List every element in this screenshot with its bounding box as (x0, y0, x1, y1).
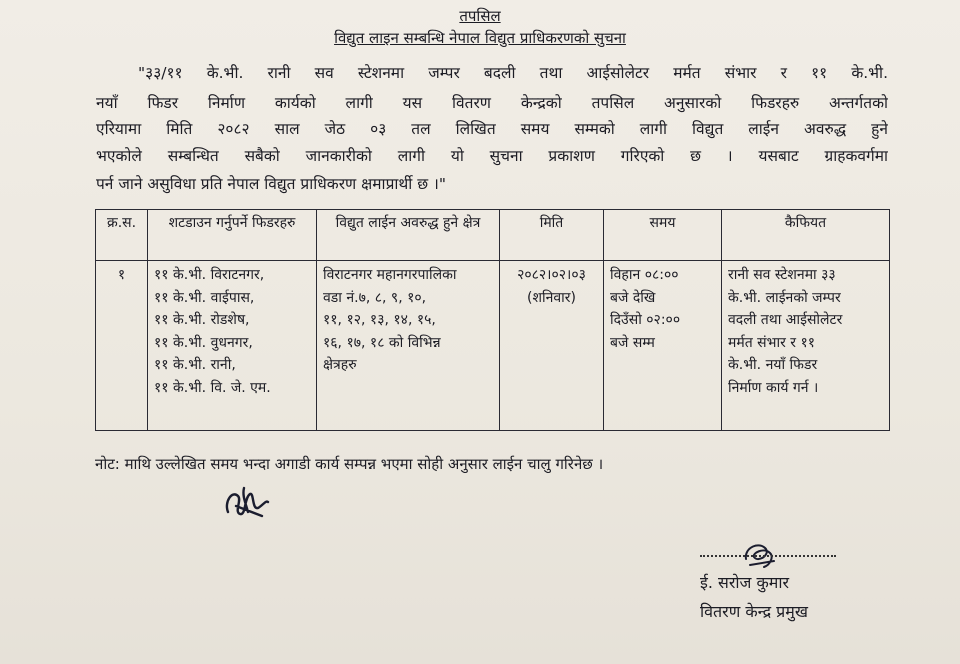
area-line: विराटनगर महानगरपालिका (323, 267, 457, 283)
cell-remarks (722, 261, 890, 431)
remarks-line: के.भी. नयाँ फिडर (728, 357, 818, 373)
feeder-line: ११ के.भी. वुधनगर, (154, 334, 253, 351)
remarks-line: मर्मत संभार र ११ (728, 334, 816, 351)
header-date: मिति (500, 210, 604, 261)
area-line: १६, १७, १८ को विभिन्न (323, 334, 441, 351)
remarks-line: के.भी. लाईनको जम्पर (728, 289, 841, 306)
feeder-line: ११ के.भी. विराटनगर, (154, 267, 265, 283)
cell-serial-number: १ (96, 261, 148, 431)
notice-paragraph-line-1: "३३/११ के.भी. रानी सव स्टेशनमा जम्पर बदली तथा आईसोलेटर मर्मत संभार र ११ के.भी. (138, 64, 888, 82)
shutdown-schedule-table (95, 209, 890, 431)
area-line: वडा नं.७, ८, ९, १०, (323, 289, 427, 306)
signatory-title: वितरण केन्द्र प्रमुख (700, 602, 808, 621)
time-line: दिउँसो ०२:०० (610, 312, 681, 328)
remarks-line: रानी सव स्टेशनमा ३३ (728, 267, 836, 283)
feeder-line: ११ के.भी. रानी, (154, 357, 236, 373)
time-line: बजे देखि (610, 289, 656, 306)
header-serial-number: क्र.स. (96, 210, 148, 261)
cell-date (500, 261, 604, 431)
notice-paragraph-line-2: नयाँ फिडर निर्माण कार्यको लागी यस वितरण केन्द्रको तपसिल अनुसारको फिडरहरु अन्तर्गतको (96, 94, 888, 112)
cell-feeders (148, 261, 317, 431)
footnote: नोट: माथि उल्लेखित समय भन्दा अगाडी कार्य सम्पन्न भएमा सोही अनुसार लाईन चालु गरिनेछ । (95, 455, 604, 473)
signature-line (700, 555, 836, 557)
notice-subtitle: विद्युत लाइन सम्बन्धि नेपाल विद्युत प्राधिकरणको सुचना (334, 29, 626, 47)
cell-affected-area (317, 261, 500, 431)
area-line: ११, १२, १३, १४, १५, (323, 312, 436, 328)
remarks-line: निर्माण कार्य गर्न । (728, 379, 819, 396)
notice-paragraph-line-3: एरियामा मिति २०८२ साल जेठ ०३ तल लिखित समय सम्मको लागी विद्युत लाईन अवरुद्ध हुने (96, 120, 888, 138)
header-time: समय (604, 210, 722, 261)
table-header-row (96, 210, 890, 261)
time-line: बजे सम्म (610, 334, 655, 351)
page-title: तपसिल (459, 7, 501, 25)
cell-time (604, 261, 722, 431)
day-value: (शनिवार) (527, 289, 576, 306)
signatory-name: ई. सरोज कुमार (700, 573, 790, 592)
header-feeders: शटडाउन गर्नुपर्ने फिडरहरु (148, 210, 317, 261)
header-remarks: कैफियत (722, 210, 890, 261)
notice-paragraph-line-4: भएकोले सम्बन्धित सबैको जानकारीको लागी यो सुचना प्रकाशण गरिएको छ । यसबाट ग्राहकवर्गमा (96, 147, 888, 165)
area-line: क्षेत्रहरु (323, 357, 357, 373)
notice-paragraph-line-5: पर्न जाने असुविधा प्रति नेपाल विद्युत प्राधिकरण क्षमाप्रार्थी छ ।" (96, 175, 447, 193)
feeder-line: ११ के.भी. रोडशेष, (154, 312, 250, 328)
initial-signature-mark (222, 482, 270, 522)
signature-mark (740, 537, 780, 571)
feeder-line: ११ के.भी. वाईपास, (154, 289, 255, 306)
table-row (96, 261, 890, 431)
header-affected-area: विद्युत लाईन अवरुद्ध हुने क्षेत्र (317, 210, 500, 261)
time-line: विहान ०८:०० (610, 267, 679, 283)
remarks-line: वदली तथा आईसोलेटर (728, 312, 843, 328)
date-value: २०८२।०२।०३ (517, 267, 586, 283)
feeder-line: ११ के.भी. वि. जे. एम. (154, 379, 271, 396)
